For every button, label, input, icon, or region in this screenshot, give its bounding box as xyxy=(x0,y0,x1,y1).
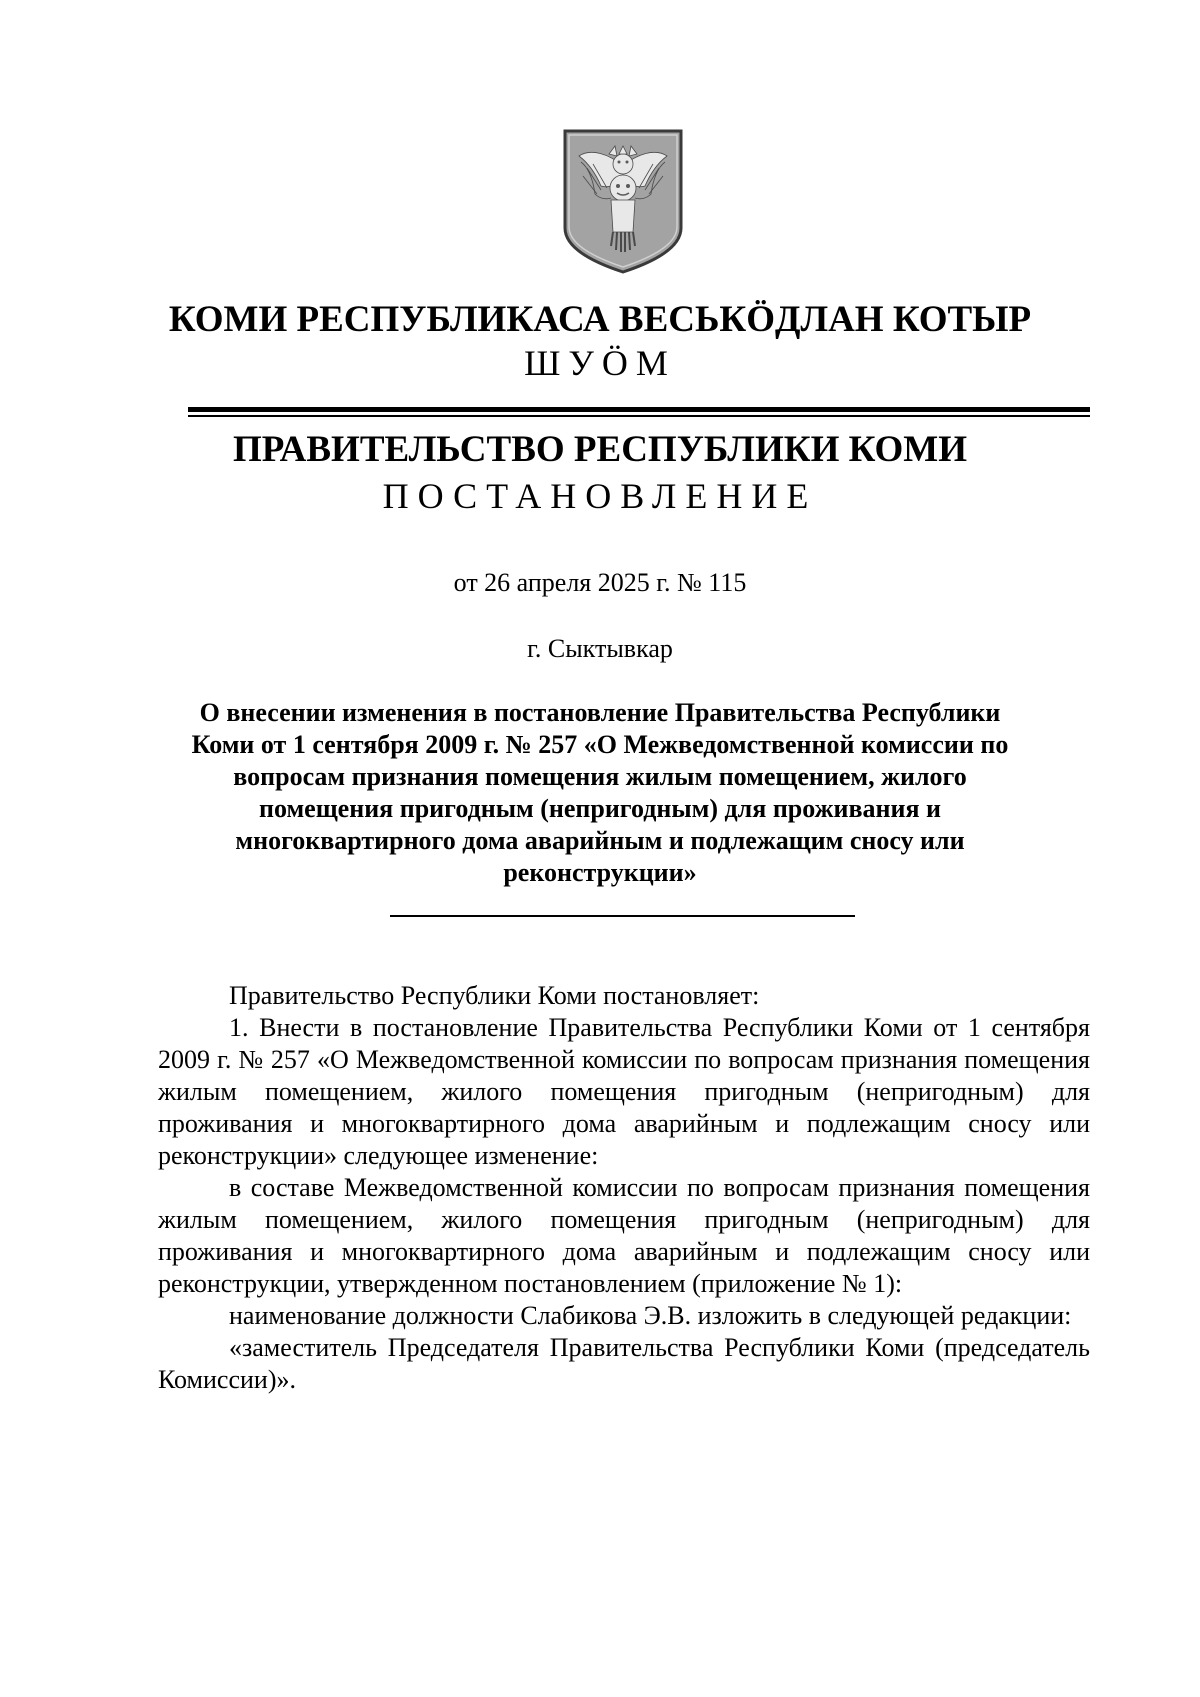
body-paragraph: «заместитель Председателя Правительства Республики Коми (председатель Комиссии)». xyxy=(158,1333,1090,1394)
body-paragraph: 1. Внести в постановление Правительства Республики Коми от 1 сентября 2009 г. № 257 «О Межведомственной комиссии по вопросам признания помещения жилым помещением, жилого помещения пригодным (непригодным) для проживания и многоквартирного дома аварийным и подлежащим сносу или реконструкции» следующее изменение: xyxy=(158,1013,1090,1170)
heading-underline xyxy=(390,915,855,917)
document-heading: О внесении изменения в постановление Правительства Республики Коми от 1 сентября 2009 г. № 257 «О Межведомственной комиссии по вопросам признания помещения жилым помещением, жилого помещения пригодным (непригодным) для проживания и многоквартирного дома аварийным и подлежащим сносу или реконструкции» xyxy=(191,698,1009,887)
body-paragraph: в составе Межведомственной комиссии по вопросам признания помещения жилым помещением, жилого помещения пригодным (непригодным) для проживания и многоквартирного дома аварийным и подлежащим сносу или реконструкции, утвержденном постановлением (приложение № 1): xyxy=(158,1173,1090,1298)
body-paragraph: наименование должности Слабикова Э.В. изложить в следующей редакции: xyxy=(229,1301,1072,1330)
document-date-number: от 26 апреля 2025 г. № 115 xyxy=(453,568,747,597)
header-divider xyxy=(188,407,1090,418)
document-body xyxy=(158,980,1090,1396)
document-city: г. Сыктывкар xyxy=(527,634,673,663)
gov-org-title: ПРАВИТЕЛЬСТВО РЕСПУБЛИКИ КОМИ xyxy=(233,429,967,470)
komi-org-title: КОМИ РЕСПУБЛИКАСА ВЕСЬКӦДЛАН КОТЫР xyxy=(168,299,1032,340)
body-paragraph: Правительство Республики Коми постановляет: xyxy=(229,981,760,1010)
gov-doc-type: ПОСТАНОВЛЕНИЕ xyxy=(382,476,818,516)
komi-doc-type: ШУӦМ xyxy=(524,343,676,383)
komi-coat-of-arms-icon xyxy=(561,128,685,276)
